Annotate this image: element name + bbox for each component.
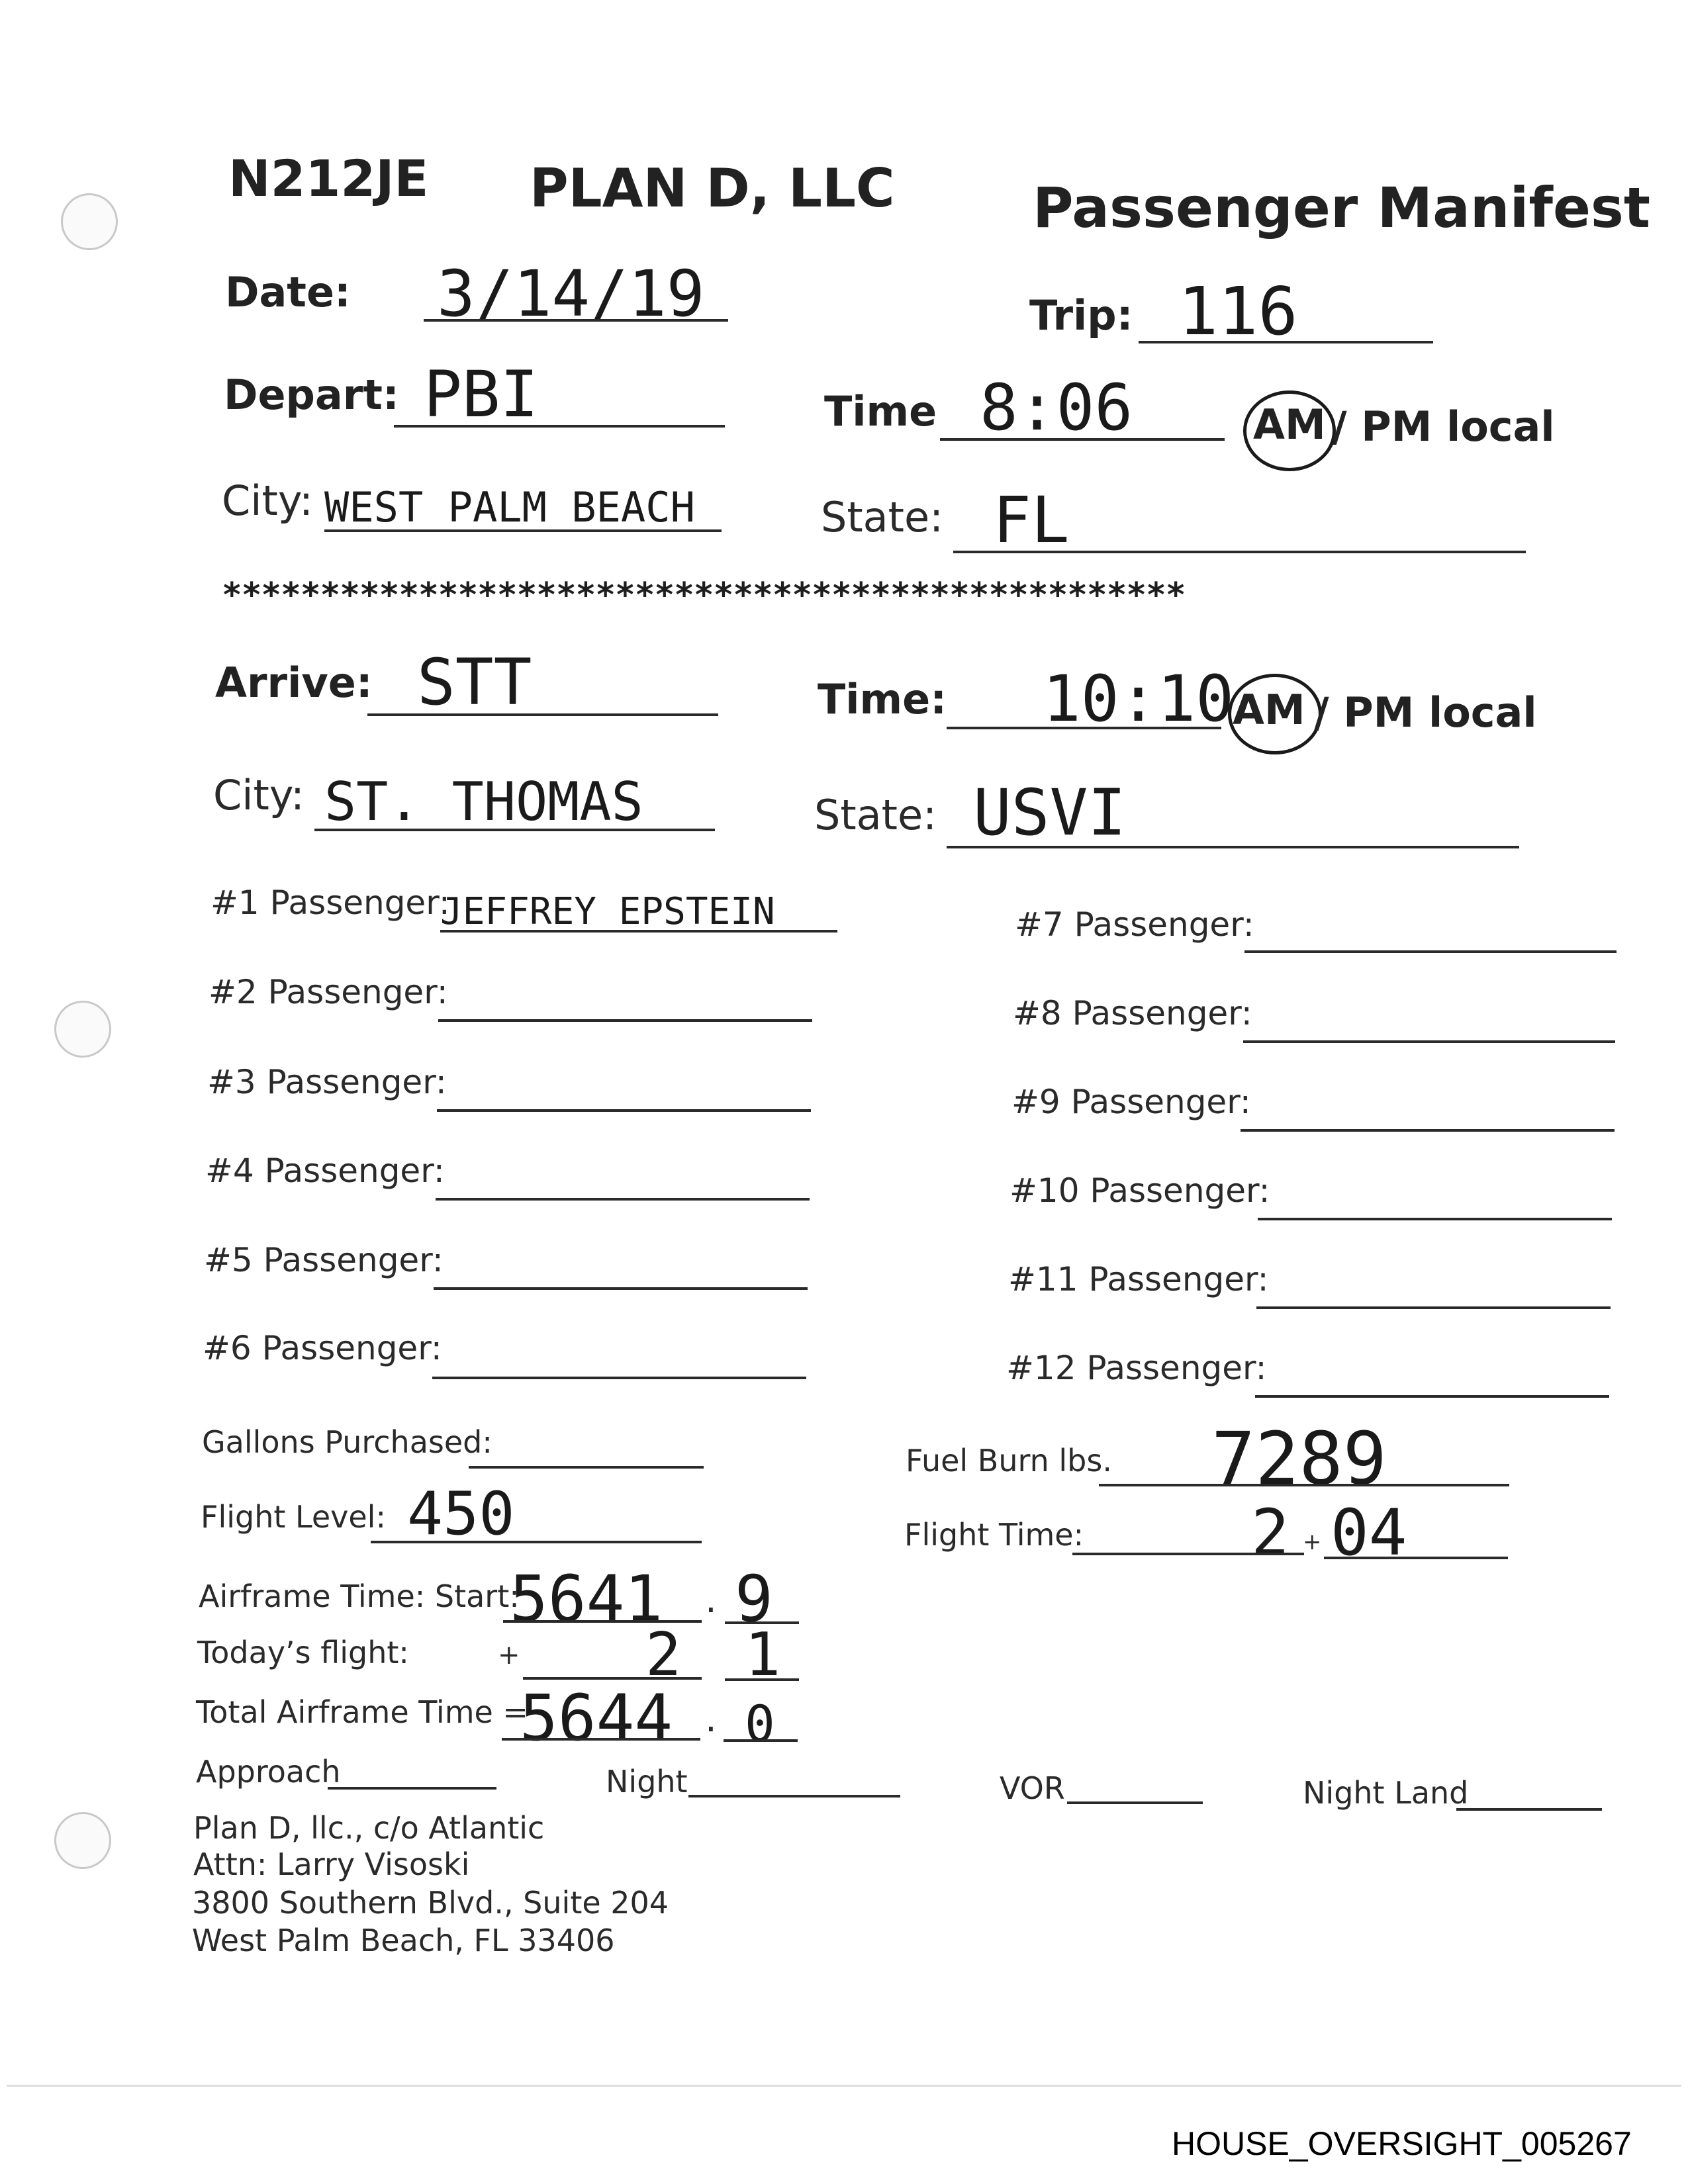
todays-flight-tenth[interactable]: 1 [745,1620,781,1690]
arrive-city-underline [314,829,715,831]
passenger-2-underline [438,1019,812,1022]
airframe-start-label: Airframe Time: Start: [199,1578,520,1614]
depart-am-option[interactable]: AM [1253,400,1326,449]
passenger-10-underline [1258,1218,1612,1220]
airframe-start-whole[interactable]: 5641 [510,1562,663,1636]
address-line-3: 3800 Southern Blvd., Suite 204 [192,1885,669,1921]
passenger-10-label: #10 Passenger: [1009,1171,1270,1210]
arrive-state-underline [947,846,1519,848]
arrive-value[interactable]: STT [417,645,532,719]
gallons-purchased-underline [469,1466,704,1469]
night-label: Night [606,1764,688,1799]
arrive-time-value[interactable]: 10:10 [1043,662,1234,736]
trip-label: Trip: [1029,291,1133,340]
fuel-burn-underline [1099,1484,1509,1486]
company-name: PLAN D, LLC [530,158,895,219]
depart-city-value[interactable]: WEST PALM BEACH [324,483,695,531]
depart-time-value[interactable]: 8:06 [980,371,1133,445]
passenger-4-label: #4 Passenger: [205,1152,445,1190]
depart-state-underline [953,551,1526,553]
binder-hole-top [61,193,118,250]
flight-time-underline-right [1324,1557,1508,1559]
total-airframe-underline-tenth [724,1739,798,1742]
passenger-9-label: #9 Passenger: [1011,1083,1251,1121]
todays-flight-label: Today’s flight: [197,1635,409,1670]
arrive-label: Arrive: [215,659,373,707]
passenger-8-label: #8 Passenger: [1013,994,1252,1032]
passenger-3-label: #3 Passenger: [207,1063,447,1101]
passenger-1-underline [440,930,837,933]
passenger-11-label: #11 Passenger: [1008,1260,1269,1298]
bates-stamp: HOUSE_OVERSIGHT_005267 [1172,2125,1632,2162]
arrive-time-underline [947,727,1221,729]
passenger-2-label: #2 Passenger: [209,973,448,1011]
total-airframe-tenth[interactable]: 0 [745,1694,775,1753]
depart-city-underline [324,529,722,532]
flight-level-underline [371,1541,702,1543]
passenger-6-label: #6 Passenger: [203,1329,442,1367]
passenger-11-underline [1256,1306,1611,1309]
binder-hole-middle [54,1001,111,1058]
document-title: Passenger Manifest [1033,175,1651,240]
address-line-1: Plan D, llc., c/o Atlantic [193,1810,545,1846]
arrive-underline [367,713,718,716]
depart-state-value[interactable]: FL [993,483,1070,557]
gallons-purchased-label: Gallons Purchased: [202,1424,492,1460]
depart-time-underline [940,438,1225,441]
passenger-7-underline [1244,950,1617,953]
passenger-7-label: #7 Passenger: [1015,905,1254,944]
todays-flight-underline-whole [523,1677,702,1680]
passenger-1-value[interactable]: JEFFREY EPSTEIN [440,890,775,933]
binder-hole-bottom [54,1812,111,1869]
night-land-label: Night Land [1303,1775,1469,1811]
tail-number: N212JE [228,149,429,208]
passenger-1-label: #1 Passenger: [211,884,450,922]
passenger-3-underline [437,1109,811,1112]
passenger-9-underline [1241,1129,1615,1132]
flight-time-label: Flight Time: [904,1517,1084,1553]
address-line-4: West Palm Beach, FL 33406 [192,1923,615,1958]
trip-value[interactable]: 116 [1178,273,1298,350]
airframe-start-tenth[interactable]: 9 [735,1562,773,1636]
fuel-burn-value[interactable]: 7289 [1211,1416,1387,1501]
approach-label: Approach [196,1754,341,1790]
passenger-4-underline [436,1198,810,1201]
flight-time-minutes[interactable]: 04 [1331,1496,1407,1570]
total-airframe-label: Total Airframe Time = [196,1694,528,1730]
arrive-pm-local: / PM local [1314,688,1537,737]
passenger-5-underline [434,1287,808,1290]
passenger-8-underline [1243,1040,1615,1043]
arrive-state-value[interactable]: USVI [973,776,1127,850]
depart-time-label: Time [824,387,937,435]
date-underline [424,319,728,322]
trip-underline [1139,341,1433,343]
flight-time-hours[interactable]: 2 [1251,1496,1289,1570]
vor-underline [1067,1801,1203,1804]
arrive-am-option[interactable]: AM [1233,686,1305,734]
vor-label: VOR [1000,1770,1065,1806]
depart-city-label: City: [222,477,313,525]
arrive-city-value[interactable]: ST. THOMAS [324,771,643,833]
flight-level-label: Flight Level: [201,1499,386,1535]
passenger-12-underline [1255,1395,1609,1398]
passenger-12-label: #12 Passenger: [1006,1349,1267,1387]
depart-pm-local: / PM local [1332,402,1555,451]
total-airframe-whole[interactable]: 5644 [520,1681,673,1755]
airframe-start-dot: . [705,1578,717,1621]
passenger-5-label: #5 Passenger: [204,1241,444,1279]
arrive-time-label: Time: [818,675,947,723]
night-land-underline [1456,1808,1602,1811]
night-underline [688,1795,900,1797]
depart-state-label: State: [821,493,944,541]
approach-underline [328,1787,496,1790]
arrive-state-label: State: [814,791,937,839]
depart-underline [394,425,725,428]
flight-time-separator: + [1303,1529,1322,1555]
depart-label: Depart: [224,371,399,419]
total-airframe-dot: . [705,1698,717,1741]
todays-flight-underline-tenth [725,1678,799,1681]
scan-edge-line [7,2085,1681,2087]
fuel-burn-label: Fuel Burn lbs. [906,1443,1112,1479]
total-airframe-underline-whole [502,1738,700,1741]
separator-asterisks: ************************************************* [222,576,1186,615]
arrive-city-label: City: [213,771,305,819]
passenger-6-underline [432,1377,806,1379]
date-label: Date: [225,268,351,316]
flight-level-value[interactable]: 450 [407,1479,515,1549]
flight-time-underline-left [1072,1553,1304,1555]
date-value[interactable]: 3/14/19 [437,257,705,331]
address-line-2: Attn: Larry Visoski [193,1846,470,1882]
depart-value[interactable]: PBI [424,357,539,432]
todays-flight-whole[interactable]: 2 [645,1620,682,1690]
todays-flight-plus: + [498,1640,520,1670]
